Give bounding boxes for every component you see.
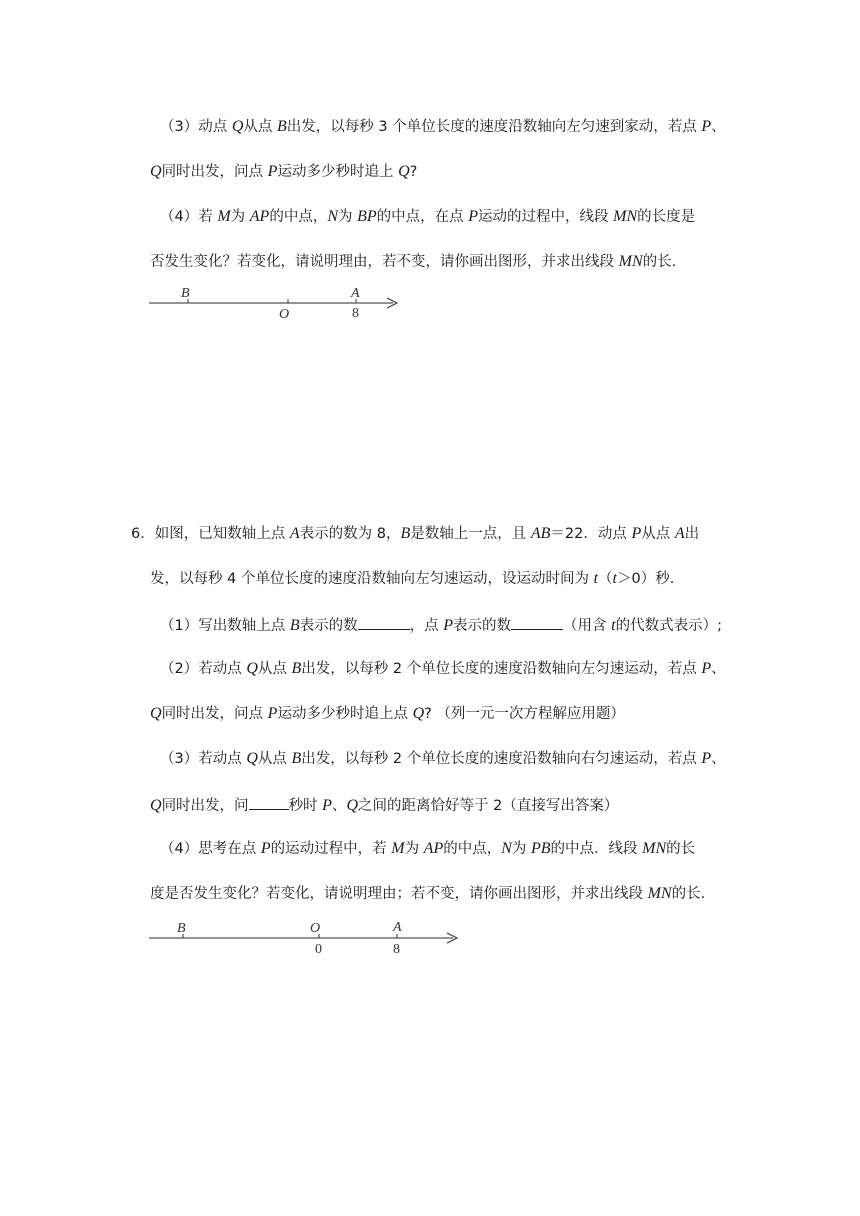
q6-part1: （1）写出数轴上点 B表示的数 ，点 P表示的数 （用含 t的代数式表示）; <box>160 614 722 636</box>
q6-stem-line2: 发，以每秒 4 个单位长度的速度沿数轴向左匀速运动，设运动时间为 t（t＞0）秒． <box>150 570 685 587</box>
q5-part4-line1: （4）若 M为 AP的中点，N为 BP的中点，在点 P运动的过程中，线段 MN的长度是 <box>160 208 696 225</box>
q6-label-b: B <box>177 921 186 936</box>
q6-part3-line2: Q同时出发，问 秒时 P、Q之间的距离恰好等于 2（直接写出答案） <box>150 794 618 816</box>
q5-part4-line2: 否发生变化？若变化，请说明理由，若不变，请你画出图形，并求出线段 MN的长. <box>150 253 677 270</box>
q6-stem-line1: 6．如图，已知数轴上点 A表示的数为 8，B是数轴上一点，且 AB＝22．动点 P从点 A出 <box>131 525 700 542</box>
q5-tick-label-8: 8 <box>352 306 359 321</box>
q6-part3-line1: （3）若动点 Q从点 B出发，以每秒 2 个单位长度的速度沿数轴向右匀速运动，若点 P、 <box>160 750 726 767</box>
q5-number-line <box>145 284 405 324</box>
q6-part2-line2: Q同时出发，问点 P运动多少秒时追上点 Q? （列一元一次方程解应用题） <box>150 705 625 722</box>
q6-number-line <box>145 918 465 958</box>
q5-label-a: A <box>351 286 360 301</box>
q6-part2-line1: （2）若动点 Q从点 B出发，以每秒 2 个单位长度的速度沿数轴向左匀速运动，若点 P、 <box>160 660 726 677</box>
answer-blank-b[interactable] <box>358 614 410 630</box>
q6-part4-line2: 度是否发生变化？若变化，请说明理由；若不变，请你画出图形，并求出线段 MN的长. <box>150 885 706 902</box>
q5-label-b: B <box>181 286 190 301</box>
answer-blank-seconds[interactable] <box>249 794 289 810</box>
answer-blank-p[interactable] <box>511 614 563 630</box>
q6-label-a: A <box>393 920 402 935</box>
q6-tick-label-0: 0 <box>315 942 322 957</box>
q5-part3-line1: （3）动点 Q从点 B出发，以每秒 3 个单位长度的速度沿数轴向左匀速到家动，若点 P、 <box>160 118 726 135</box>
q6-label-o: O <box>310 921 321 936</box>
q6-tick-label-8: 8 <box>393 942 400 957</box>
q5-label-o: O <box>279 307 290 322</box>
q6-part4-line1: （4）思考在点 P的运动过程中，若 M为 AP的中点，N为 PB的中点．线段 MN的长 <box>160 840 696 857</box>
q5-part3-line2: Q同时出发，问点 P运动多少秒时追上 Q? <box>150 163 418 180</box>
